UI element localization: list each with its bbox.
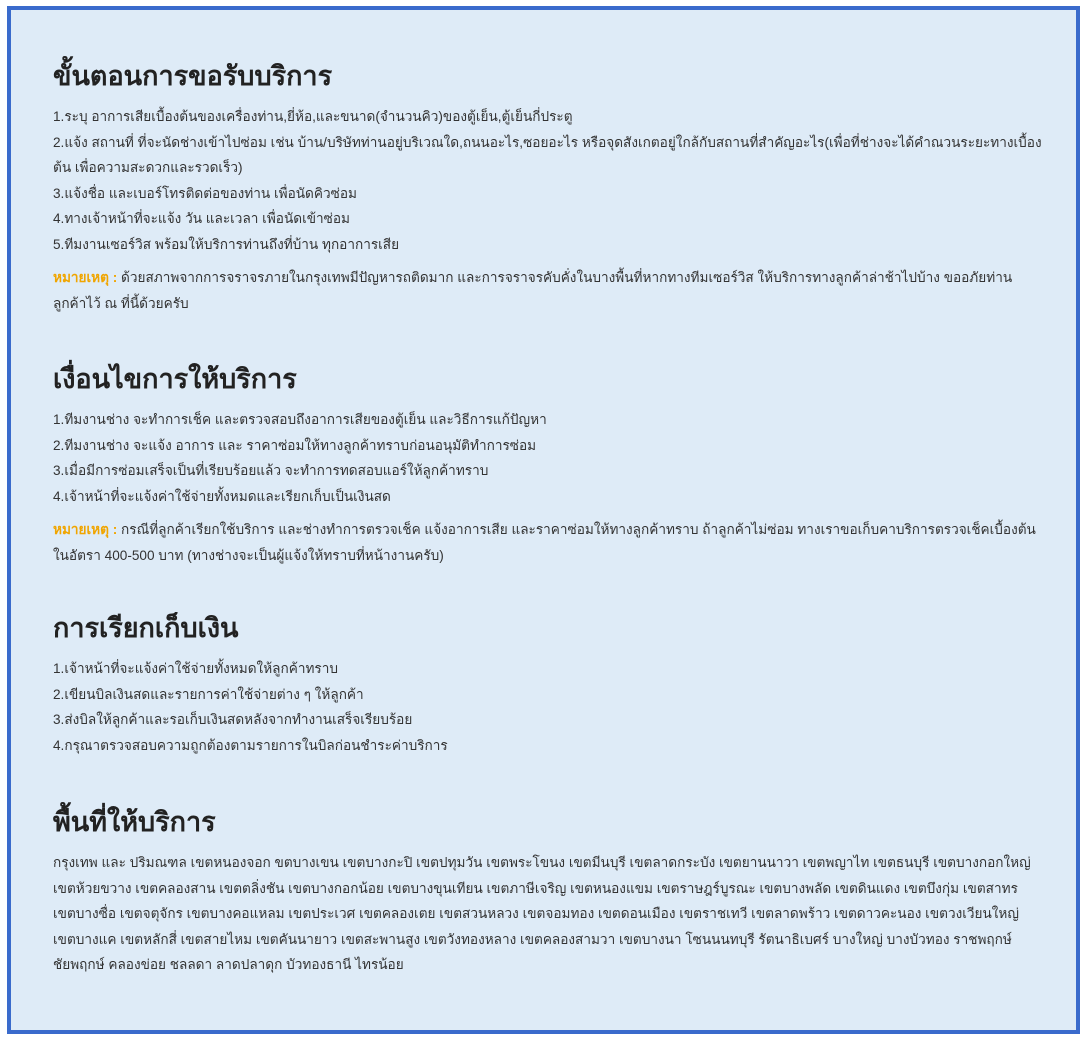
list-item: 3.เมื่อมีการซ่อมเสร็จเป็นที่เรียบร้อยแล้ว จะทำการทดสอบแอร์ให้ลูกค้าทราบ: [53, 463, 489, 478]
list-item: 2.แจ้ง สถานที่ ที่จะนัดช่างเข้าไปซ่อม เช่น บ้าน/บริษัทท่านอยู่บริเวณใด,ถนนอะไร,ซอยอะไร หรือจุดสังเกตอยู่ใกล้กับสถานที่สำคัญอะไร(เพื่อที่ช่างจะได้คำณวนระยะทางเบื้องต้น เพื่อความสะดวกและรวดเร็ว): [53, 134, 1042, 175]
list-item: 2.ทีมงานช่าง จะแจ้ง อาการ และ ราคาซ่อมให้ทางลูกค้าทราบก่อนอนุมัติทำการซ่อม: [53, 437, 537, 453]
steps-list: [53, 104, 1043, 257]
list-item: 1.เจ้าหน้าที่จะแจ้งค่าใช้จ่ายทั้งหมดให้ลูกค้าทราบ: [53, 661, 338, 676]
list-item: 2.เขียนบิลเงินสดและรายการค่าใช้จ่ายต่าง ๆ ให้ลูกค้า: [53, 686, 364, 702]
list-item: 3.ส่งบิลให้ลูกค้าและรอเก็บเงินสดหลังจากทำงานเสร็จเรียบร้อย: [53, 712, 413, 727]
list-item: 4.กรุณาตรวจสอบความถูกต้องตามรายการในบิลก่อนชำระค่าบริการ: [53, 737, 448, 753]
list-item: 1.ระบุ อาการเสียเบื้องต้นของเครื่องท่าน,ยี่ห้อ,และขนาด(จำนวนคิว)ของตู้เย็น,ตู้เย็นกี่ประตู: [53, 109, 573, 124]
section-billing: [53, 612, 448, 758]
list-item: 4.เจ้าหน้าที่จะแจ้งค่าใช้จ่ายทั้งหมดและเรียกเก็บเป็นเงินสด: [53, 488, 391, 504]
list-item: 3.แจ้งชื่อ และเบอร์โทรติดต่อของท่าน เพื่อนัดคิวซ่อม: [53, 185, 357, 201]
note: [53, 265, 1043, 317]
note-text: กรณีที่ลูกค้าเรียกใช้บริการ และช่างทำการตรวจเช็ค แจ้งอาการเสีย และราคาซ่อมให้ทางลูกค้าทราบ ถ้าลูกค้าไม่ซ่อม ทางเราขอเก็บคาบริการตรวจเช็คเบื้องต้น ในอัตรา 400-500 บาท (ทางช่างจะเป็นผู้แจ้งให้ทราบที่หน้างานครับ): [53, 522, 1036, 563]
section-title: พื้นที่ให้บริการ: [53, 807, 216, 838]
section-title: ขั้นตอนการขอรับบริการ: [53, 61, 333, 92]
note: [53, 517, 1043, 569]
note-label: หมายเหตุ :: [53, 270, 118, 285]
section-request-steps: [53, 60, 1043, 317]
note-text: ด้วยสภาพจากการจราจรภายในกรุงเทพมีปัญหารถติดมาก และการจราจรคับคั่งในบางพื้นที่หากทางทีมเซอร์วิส ให้บริการทางลูกค้าล่าช้าไปบ้าง ขออภัยท่านลูกค้าไว้ ณ ที่นี้ด้วยครับ: [53, 270, 1013, 311]
list-item: 1.ทีมงานช่าง จะทำการเช็ค และตรวจสอบถึงอาการเสียของตู้เย็น และวิธีการแก้ปัญหา: [53, 412, 547, 427]
content-panel: [7, 6, 1080, 1034]
service-area-paragraph: กรุงเทพ และ ปริมณฑล เขตหนองจอก ขตบางเขน เขตบางกะปิ เขตปทุมวัน เขตพระโขนง เขตมีนบุรี เขตลาดกระบัง เขตยานนาวา เขตพญาไท เขตธนบุรี เขตบางกอกใหญ่ เขตห้วยขวาง เขตคลองสาน เขตตลิ่งชัน เขตบางกอกน้อย เขตบางขุนเทียน เขตภาษีเจริญ เขตหนองแขม เขตราษฎร์บูรณะ เขตบางพลัด เขตดินแดง เขตบึงกุ่ม เขตสาทร เขตบางซื่อ เขตจตุจักร เขตบางคอแหลม เขตประเวศ เขตคลองเตย เขตสวนหลวง เขตจอมทอง เขตดอนเมือง เขตราชเทวี เขตลาดพร้าว เขตดาวคะนอง เขตวงเวียนใหญ่ เขตบางแค เขตหลักสี่ เขตสายไหม เขตคันนายาว เขตสะพานสูง เขตวังทองหลาง เขตคลองสามวา เขตบางนา โซนนนทบุรี รัตนาธิเบศร์ บางใหญ่ บางบัวทอง ราชพฤกษ์ ชัยพฤกษ์ คลองข่อย ชลลดา ลาดปลาดุก บัวทองธานี ไทรน้อย: [53, 855, 1031, 972]
note-label: หมายเหตุ :: [53, 522, 118, 537]
section-title: การเรียกเก็บเงิน: [53, 613, 239, 644]
section-service-conditions: [53, 363, 1043, 569]
billing-list: [53, 656, 448, 758]
list-item: 5.ทีมงานเซอร์วิส พร้อมให้บริการท่านถึงที่บ้าน ทุกอาการเสีย: [53, 236, 400, 252]
section-service-area: [53, 806, 1043, 978]
section-title: เงื่อนไขการให้บริการ: [53, 364, 297, 395]
conditions-list: [53, 407, 1043, 509]
list-item: 4.ทางเจ้าหน้าที่จะแจ้ง วัน และเวลา เพื่อนัดเข้าซ่อม: [53, 211, 350, 226]
